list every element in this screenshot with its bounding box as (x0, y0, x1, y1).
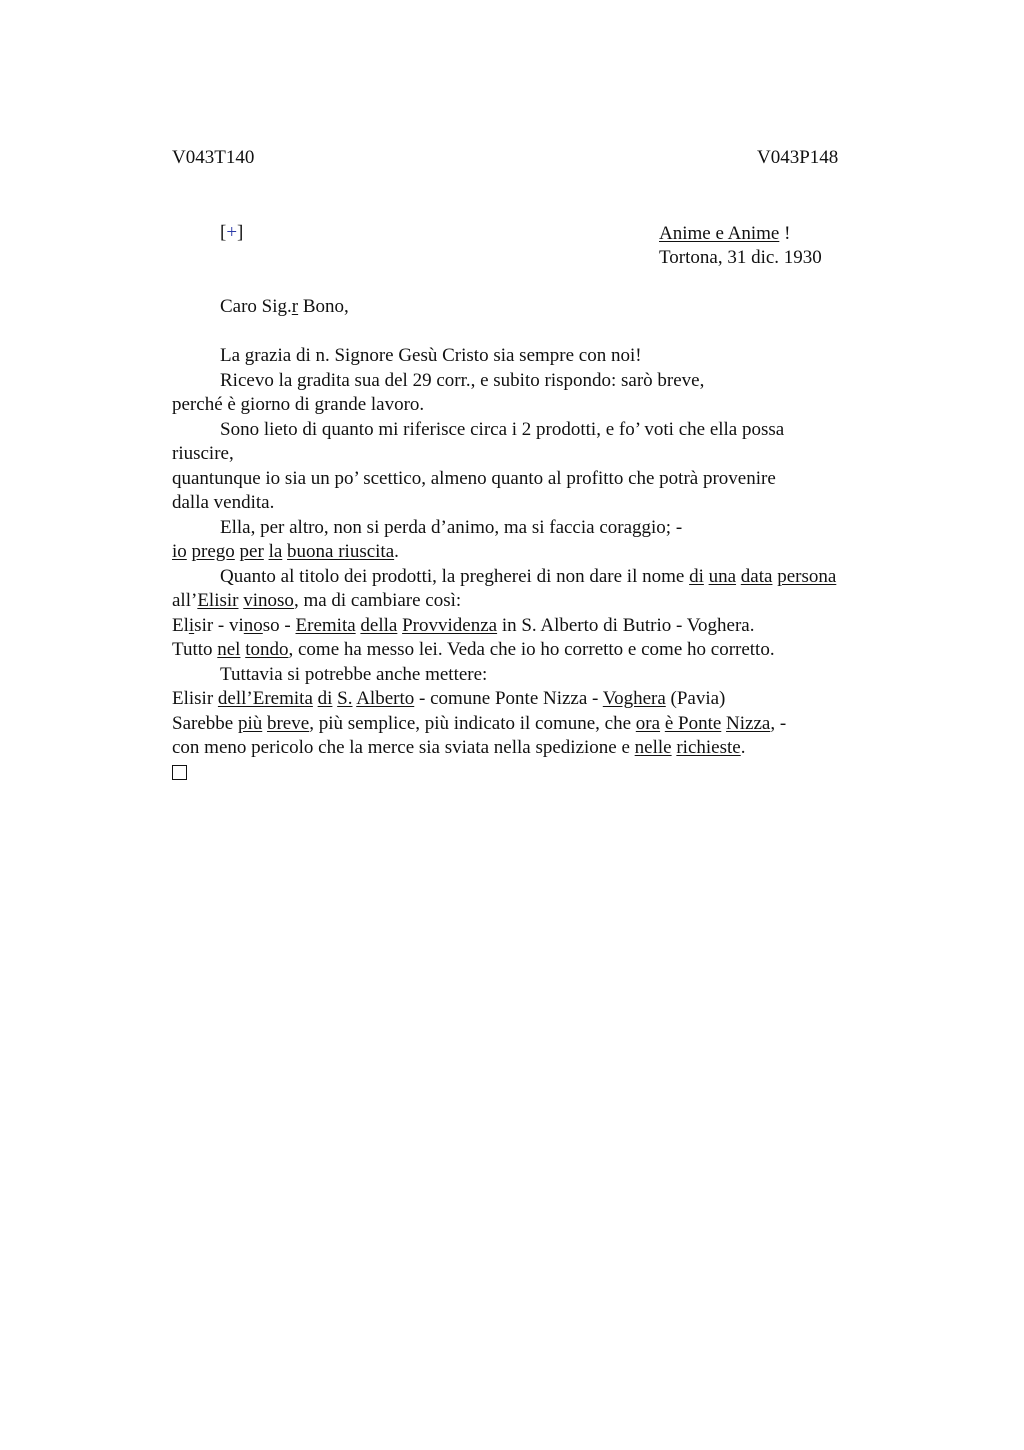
body-line: Sarebbe più breve, più semplice, più indicato il comune, che ora è Ponte Nizza, - (172, 712, 787, 734)
body-line: all’Elisir vinoso, ma di cambiare così: (172, 590, 462, 611)
square-box-icon (172, 765, 187, 780)
body-line: Ricevo la gradita sua del 29 corr., e subito rispondo: sarò breve, (220, 369, 705, 391)
plus-link[interactable]: + (226, 222, 238, 243)
body-line: La grazia di n. Signore Gesù Cristo sia sempre con noi! (220, 345, 642, 366)
place-date: Tortona, 31 dic. 1930 (659, 247, 822, 268)
body-line: Quanto al titolo dei prodotti, la pregherei di non dare il nome di una data persona (220, 565, 837, 587)
body-line: Sono lieto di quanto mi riferisce circa i 2 prodotti, e fo’ voti che ella possa (220, 418, 785, 440)
body-line: Tutto nel tondo, come ha messo lei. Veda che io ho corretto e come ho corretto. (172, 639, 775, 660)
body-line: Tuttavia si potrebbe anche mettere: (220, 663, 488, 685)
header-right-code: V043P148 (757, 147, 839, 168)
body-line: quantunque io sia un po’ scettico, almeno quanto al profitto che potrà provenire (172, 467, 776, 489)
body-line: Elisir dell’Eremita di S. Alberto - comune Ponte Nizza - Voghera (Pavia) (172, 688, 726, 709)
letter-body (172, 295, 902, 785)
body-line: io prego per la buona riuscita. (172, 541, 399, 562)
body-line: Ella, per altro, non si perda d’animo, ma si faccia coraggio; - (220, 516, 683, 538)
annotation-marker[interactable]: [+] (220, 222, 244, 243)
end-marker (172, 761, 902, 786)
body-line: perché è giorno di grande lavoro. (172, 394, 425, 415)
body-line: con meno pericolo che la merce sia sviata nella spedizione e nelle richieste. (172, 737, 746, 758)
body-line: Elisir - vinoso - Eremita della Provvidenza in S. Alberto di Butrio - Voghera. (172, 614, 755, 636)
salutation: Caro Sig.r Bono, (220, 296, 349, 317)
date-block (659, 222, 822, 270)
body-line: dalla vendita. (172, 492, 275, 513)
header-left-code: V043T140 (172, 147, 255, 168)
body-line: riuscire, (172, 443, 234, 464)
letter-title: Anime e Anime ! (659, 223, 791, 244)
